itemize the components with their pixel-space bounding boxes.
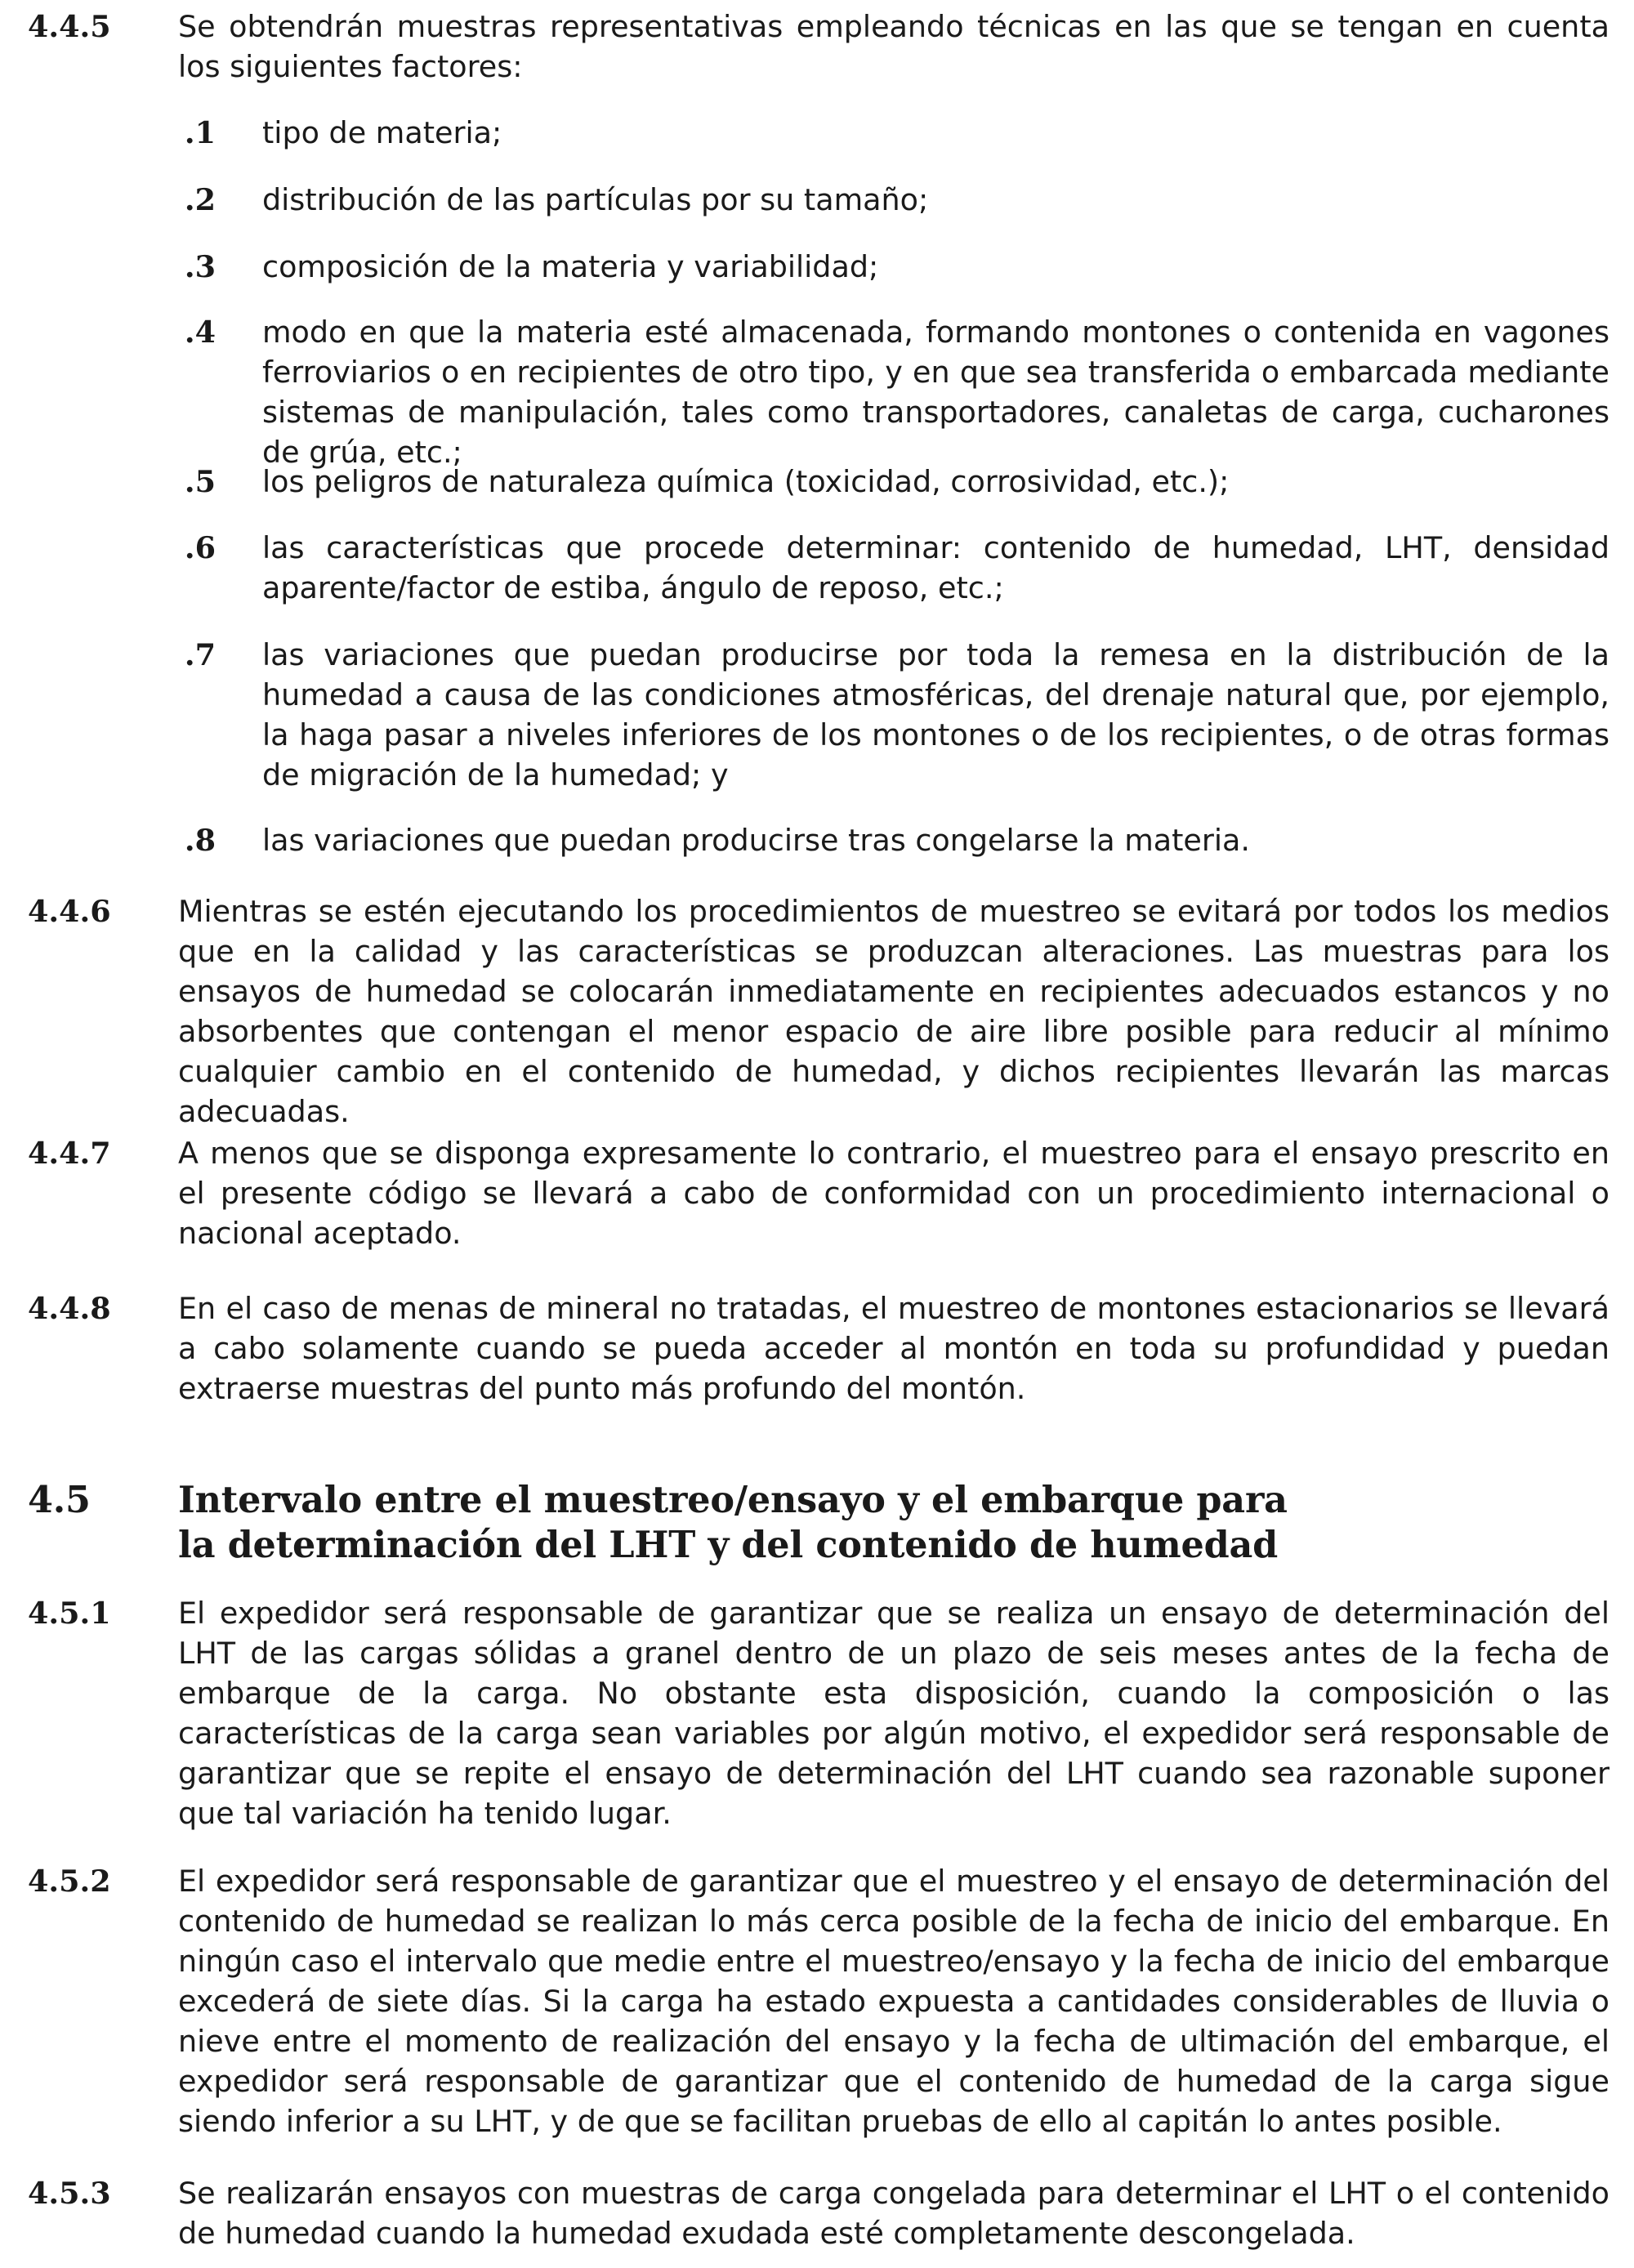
section-number: 4.4.8 [28, 1291, 111, 1326]
section-number: 4.5.1 [28, 1596, 111, 1631]
heading-line-2: la determinación del LHT y del contenido de humedad [178, 1524, 1279, 1566]
section-text: Mientras se estén ejecutando los procedimientos de muestreo se evitará por todos los medios que en la calidad y las características se produzcan alteraciones. Las muestras para los ensayos de humedad se colocarán inmediatamente en recipientes adecuados estancos y no absorbentes que contengan el menor espacio de aire libre posible para reducir al mínimo cualquier cambio en el contenido de humedad, y dichos recipientes llevarán las marcas adecuadas. [178, 894, 1609, 1129]
section-number: 4.4.7 [28, 1136, 111, 1171]
section-number: 4.5.3 [28, 2176, 111, 2211]
factor-text: composición de la materia y variabilidad; [262, 249, 879, 284]
factor-text: tipo de materia; [262, 115, 502, 150]
factor-number: .5 [184, 464, 216, 499]
factor-text: las variaciones que puedan producirse por toda la remesa en la distribución de la humedad a causa de las condiciones atmosféricas, del drenaje natural que, por ejemplo, la haga pasar a niveles inferiores de los montones o de los recipientes, o de otras formas de migración de la humedad; y [262, 637, 1609, 792]
section-text: En el caso de menas de mineral no tratadas, el muestreo de montones estacionarios se llevará a cabo solamente cuando se pueda acceder al montón en toda su profundidad y puedan extraerse muestras del punto más profundo del montón. [178, 1291, 1609, 1406]
factor-number: .7 [184, 637, 216, 672]
factor-number: .8 [184, 823, 216, 858]
section-text: El expedidor será responsable de garantizar que se realiza un ensayo de determinación del LHT de las cargas sólidas a granel dentro de un plazo de seis meses antes de la fecha de embarque de la carga. No obstante esta disposición, cuando la composición o las características de la carga sean variables por algún motivo, el expedidor será responsable de garantizar que se repite el ensayo de determinación del LHT cuando sea razonable suponer que tal variación ha tenido lugar. [178, 1596, 1609, 1831]
factor-number: .1 [184, 115, 216, 150]
factor-text: los peligros de naturaleza química (toxicidad, corrosividad, etc.); [262, 464, 1230, 499]
section-text: El expedidor será responsable de garantizar que el muestreo y el ensayo de determinación del contenido de humedad se realizan lo más cerca posible de la fecha de inicio del embarque. En ningún caso el intervalo que medie entre el muestreo/ensayo y la fecha de inicio del embarque excederá de siete días. Si la carga ha estado expuesta a cantidades considerables de lluvia o nieve entre el momento de realización del ensayo y la fecha de ultimación del embarque, el expedidor será responsable de garantizar que el contenido de humedad de la carga sigue siendo inferior a su LHT, y de que se facilitan pruebas de ello al capitán lo antes posible. [178, 1864, 1609, 2139]
heading-number: 4.5 [28, 1479, 91, 1521]
section-number: 4.4.5 [28, 9, 111, 44]
section-number: 4.4.6 [28, 894, 111, 929]
section-text: A menos que se disponga expresamente lo contrario, el muestreo para el ensayo prescrito en el presente código se llevará a cabo de conformidad con un procedimiento internacional o nacional aceptado. [178, 1136, 1609, 1251]
factor-text: las características que procede determinar: contenido de humedad, LHT, densidad aparente/factor de estiba, ángulo de reposo, etc.; [262, 530, 1609, 605]
section-text: Se realizarán ensayos con muestras de carga congelada para determinar el LHT o el contenido de humedad cuando la humedad exudada esté completamente descongelada. [178, 2176, 1609, 2251]
factor-number: .6 [184, 530, 216, 565]
factor-number: .4 [184, 315, 216, 350]
heading-line-1: Intervalo entre el muestreo/ensayo y el embarque para [178, 1479, 1288, 1521]
heading-title [178, 1478, 1609, 1568]
factor-number: .2 [184, 182, 216, 217]
section-text: Se obtendrán muestras representativas empleando técnicas en las que se tengan en cuenta los siguientes factores: [178, 9, 1609, 84]
factor-text: distribución de las partículas por su tamaño; [262, 182, 929, 217]
factor-text: las variaciones que puedan producirse tras congelarse la materia. [262, 823, 1251, 858]
section-number: 4.5.2 [28, 1864, 111, 1899]
factor-number: .3 [184, 249, 216, 284]
factor-text: modo en que la materia esté almacenada, formando montones o contenida en vagones ferroviarios o en recipientes de otro tipo, y en que sea transferida o embarcada mediante sistemas de manipulación, tales como transportadores, canaletas de carga, cucharones de grúa, etc.; [262, 315, 1609, 470]
